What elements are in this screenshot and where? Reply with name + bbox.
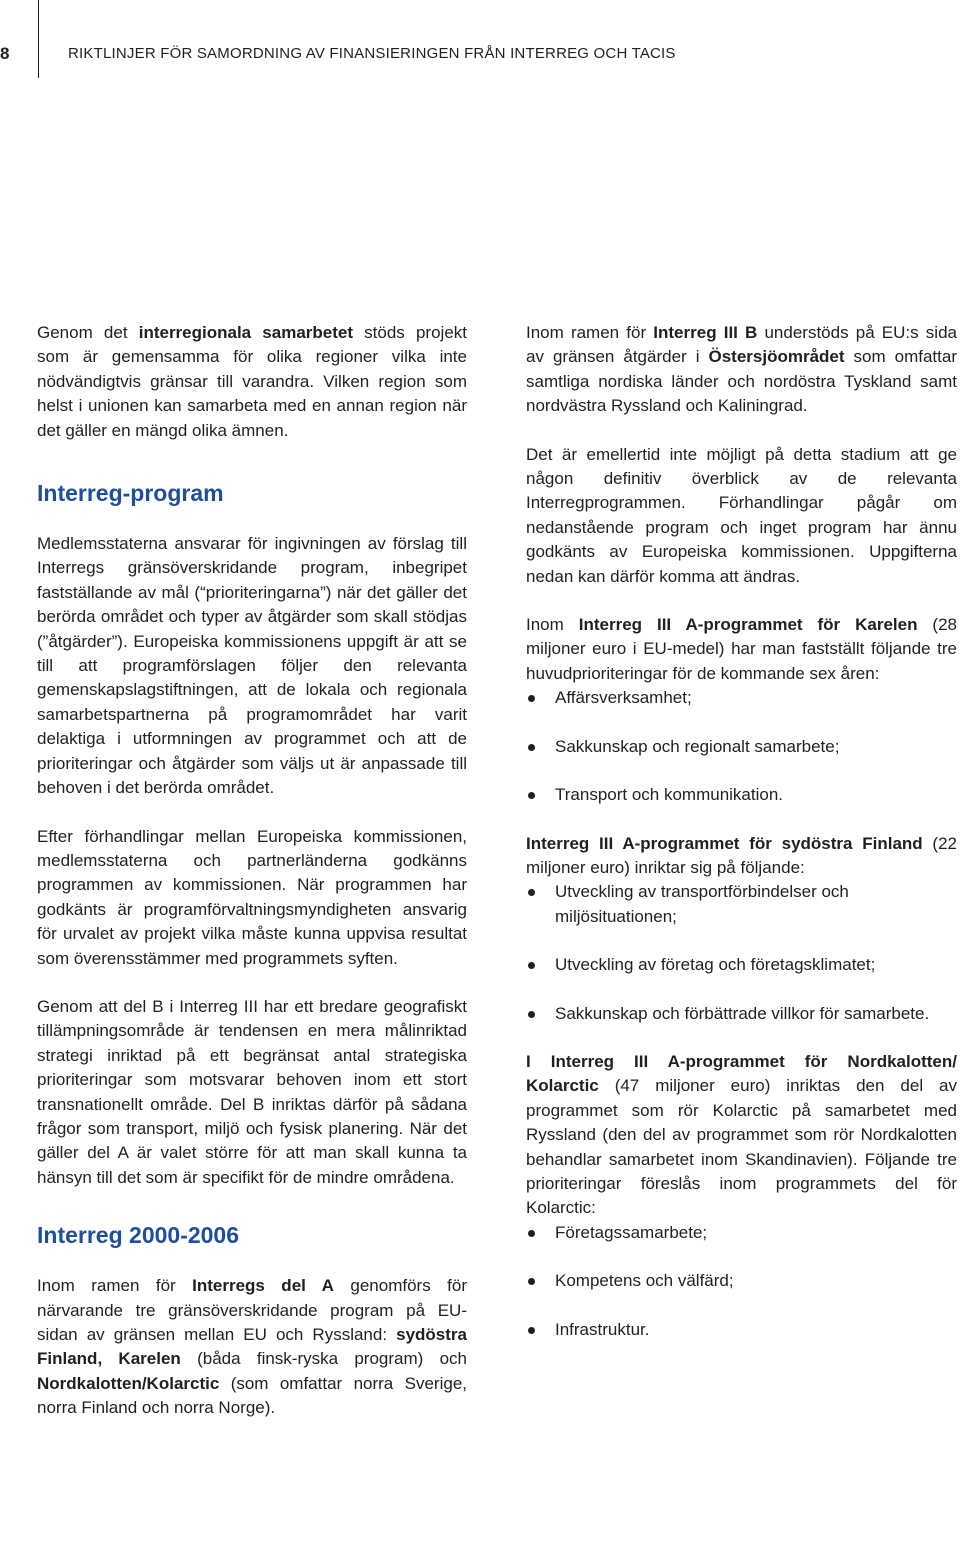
page-number: 8	[0, 44, 10, 63]
bullet-icon	[528, 695, 535, 702]
sydostra-finland-paragraph: Interreg III A-programmet för sydöstra Finland (22 miljoner euro) inriktar sig på följande:	[526, 833, 957, 877]
heading-interreg-program: Interreg-program	[37, 480, 224, 507]
bullet-icon	[528, 962, 535, 969]
program-paragraph: Medlemsstaterna ansvarar för ingivningen av förslag till Interregs gränsöverskridande program, inbegripet fastställande av mål (“prioriteringarna”) när det gäller det berörda området och typer av åtgärder som skall stödjas (”åtgärder”). Europeiska kommissionens uppgift är att se till att programförslagen följer den relevanta gemenskapslagstiftningen, att de lokala och regionala samarbetspartnerna på programområdet har varit delaktiga i utformningen av programmet och att de prioriteringar och åtgärder som väljs ut är anpassade till behoven i det berörda området.	[37, 534, 467, 798]
list-item: Transport och kommunikation.	[526, 783, 957, 807]
list-item: Utveckling av transportförbindelser och miljösituationen;	[526, 880, 957, 929]
part-b-paragraph: Genom att del B i Interreg III har ett bredare geografiskt tillämpningsområde är tendensen en mera målinriktad strategi inriktad på ett begränsat antal strategiska prioriteringar som motsvarar behoven inom ett stort transnationellt område. Del B inriktas därför på sådana frågor som transport, miljö och fysisk planering. När det gäller del A är valet större för att man skall kunna ta hänsyn till det som är specifikt för de mindre områdena.	[37, 996, 467, 1187]
list-item: Sakkunskap och förbättrade villkor för samarbete.	[526, 1002, 957, 1026]
interreg-iii-b-paragraph: Inom ramen för Interreg III B understöds på EU:s sida av gränsen åtgärder i Östersjöområdet som omfattar samtliga nordiska länder och nordöstra Tyskland samt nordvästra Ryssland och Kaliningrad.	[526, 323, 957, 416]
approval-paragraph: Efter förhandlingar mellan Europeiska kommissionen, medlemsstaterna och partnerländerna godkänns programmen av kommissionen. När programmen har godkänts är programförvaltningsmyndigheten ansvarig för urvalet av projekt vilka måste kunna uppvisa resultat som överensstämmer med programmets syften.	[37, 826, 467, 968]
bullet-icon	[528, 1230, 535, 1237]
header-divider	[38, 0, 39, 78]
running-title: RIKTLINJER FÖR SAMORDNING AV FINANSIERINGEN FRÅN INTERREG OCH TACIS	[68, 45, 676, 62]
list-item: Sakkunskap och regionalt samarbete;	[526, 735, 957, 759]
negotiations-paragraph: Det är emellertid inte möjligt på detta stadium att ge någon definitiv överblick av de relevanta Interregprogrammen. Förhandlingar pågår om nedanstående program och inget program har ännu godkänts av Europeiska kommissionen. Uppgifterna nedan kan därför komma att ändras.	[526, 444, 957, 586]
bullet-icon	[528, 1278, 535, 1285]
bullet-icon	[528, 1327, 535, 1334]
kolarctic-priorities-list	[526, 1221, 957, 1342]
kolarctic-paragraph: I Interreg III A-programmet för Nordkalotten/ Kolarctic (47 miljoner euro) inriktas den del av programmet som rör Kolarctic på samarbetet med Ryssland (den del av programmet som rör Nordkalotten behandlar samarbetet inom Skandinavien). Följande tre prioriteringar föreslås inom programmets del för Kolarctic:	[526, 1051, 957, 1218]
part-a-paragraph: Inom ramen för Interregs del A genomförs för närvarande tre gränsöverskridande program på EU-sidan av gränsen mellan EU och Ryssland: sydöstra Finland, Karelen (båda finsk-ryska program) och Nordkalotten/Kolarctic (som omfattar norra Sverige, norra Finland och norra Norge).	[37, 1276, 468, 1418]
bullet-icon	[528, 1011, 535, 1018]
intro-paragraph: Genom det interregionala samarbetet stöds projekt som är gemensamma för olika regioner vilka inte nödvändigtvis gränsar till varandra. Vilken region som helst i unionen kan samarbeta med en annan region när det gäller en mängd olika ämnen.	[37, 323, 468, 440]
bullet-icon	[528, 744, 535, 751]
bullet-icon	[528, 792, 535, 799]
list-item: Kompetens och välfärd;	[526, 1269, 957, 1293]
karelen-priorities-list	[526, 686, 957, 807]
bullet-icon	[528, 889, 535, 896]
karelen-paragraph: Inom Interreg III A-programmet för Karelen (28 miljoner euro i EU-medel) har man fastställt följande tre huvudprioriteringar för de kommande sex åren:	[526, 615, 957, 683]
list-item: Företagssamarbete;	[526, 1221, 957, 1245]
list-item: Utveckling av företag och företagsklimatet;	[526, 953, 957, 977]
heading-interreg-2000-2006: Interreg 2000-2006	[37, 1222, 240, 1249]
left-column	[37, 321, 467, 1421]
list-item: Infrastruktur.	[526, 1318, 957, 1342]
list-item: Affärsverksamhet;	[526, 686, 957, 710]
sydostra-finland-priorities-list	[526, 880, 957, 1026]
right-column	[526, 321, 957, 1342]
